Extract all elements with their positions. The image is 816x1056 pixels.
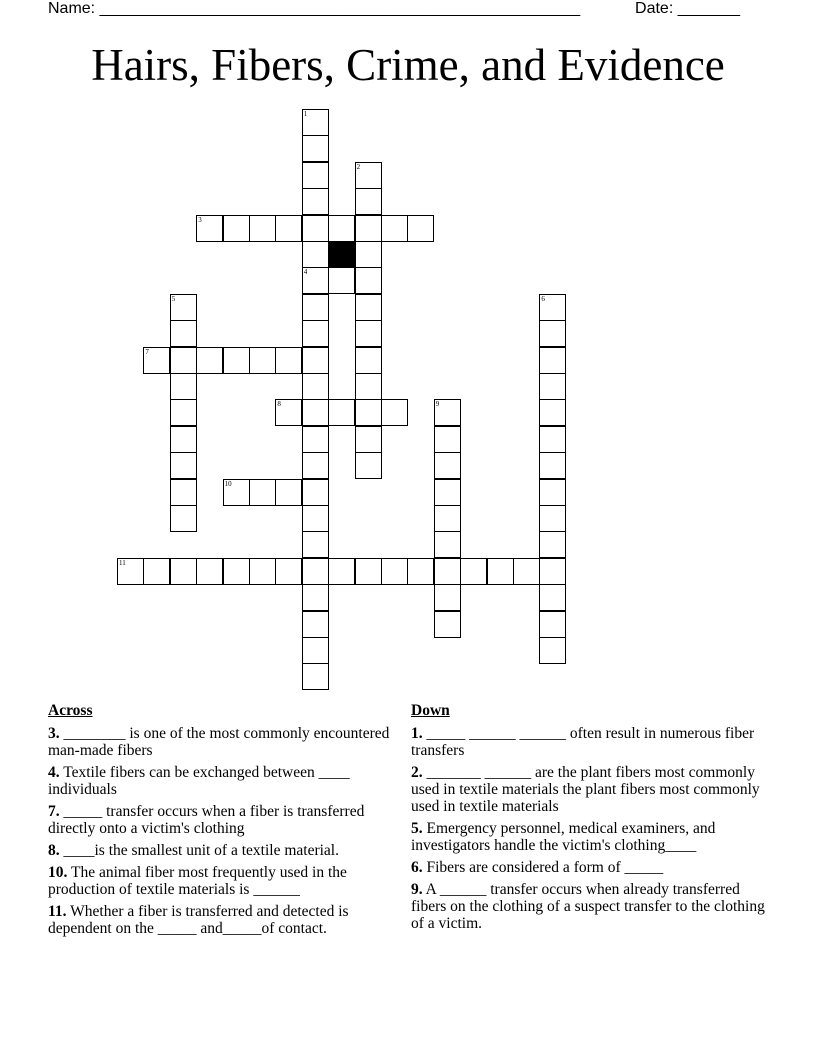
- grid-cell[interactable]: [143, 558, 170, 585]
- grid-cell[interactable]: [539, 479, 566, 506]
- grid-cell[interactable]: [249, 479, 276, 506]
- down-heading: Down: [411, 702, 450, 719]
- grid-cell[interactable]: [539, 426, 566, 453]
- grid-cell[interactable]: [434, 452, 461, 479]
- grid-cell[interactable]: [513, 558, 540, 585]
- down-clues: [411, 702, 771, 937]
- grid-cell[interactable]: [434, 399, 461, 426]
- clue-across-11: 11. Whether a fiber is transferred and detected is dependent on the _____ and_____of contact.: [48, 903, 349, 937]
- across-heading: Across: [48, 702, 93, 719]
- clue-down-1: 1. _____ ______ ______ often result in numerous fiber transfers: [411, 725, 755, 759]
- grid-cell[interactable]: [434, 611, 461, 638]
- clue-down-2: 2. _______ ______ are the plant fibers most commonly used in textile materials the plant fibers most commonly used in textile materials: [411, 764, 760, 815]
- grid-cell[interactable]: [302, 505, 329, 532]
- grid-cell[interactable]: [275, 558, 302, 585]
- grid-cell[interactable]: [407, 215, 434, 242]
- grid-cell[interactable]: [302, 294, 329, 321]
- grid-cell[interactable]: [355, 241, 382, 268]
- clue-across-8: 8. ____is the smallest unit of a textile material.: [48, 842, 339, 859]
- grid-cell[interactable]: [302, 611, 329, 638]
- grid-cell[interactable]: [196, 558, 223, 585]
- grid-cell[interactable]: [170, 347, 197, 374]
- clue-number: 8: [277, 400, 281, 409]
- grid-cell[interactable]: [249, 347, 276, 374]
- grid-cell[interactable]: [302, 188, 329, 215]
- grid-cell[interactable]: [355, 267, 382, 294]
- grid-cell[interactable]: [302, 347, 329, 374]
- grid-cell[interactable]: [170, 452, 197, 479]
- clue-number: 10: [224, 479, 232, 488]
- clue-across-4: 4. Textile fibers can be exchanged between ____ individuals: [48, 764, 350, 798]
- grid-cell[interactable]: [302, 162, 329, 189]
- grid-cell[interactable]: [487, 558, 514, 585]
- grid-cell[interactable]: [302, 584, 329, 611]
- name-field[interactable]: Name: ______________________________________________________: [48, 0, 581, 17]
- clue-number: 6: [541, 294, 545, 303]
- clue-across-7: 7. _____ transfer occurs when a fiber is transferred directly onto a victim's clothing: [48, 803, 365, 837]
- grid-cell[interactable]: [170, 558, 197, 585]
- grid-cell[interactable]: [328, 267, 355, 294]
- grid-cell[interactable]: [434, 479, 461, 506]
- date-field[interactable]: Date: _______: [635, 0, 740, 17]
- grid-cell[interactable]: [302, 531, 329, 558]
- grid-cell[interactable]: [539, 347, 566, 374]
- grid-cell[interactable]: [355, 347, 382, 374]
- grid-cell[interactable]: [302, 267, 329, 294]
- clue-number: 3: [198, 215, 202, 224]
- grid-cell[interactable]: [170, 426, 197, 453]
- grid-cell[interactable]: [328, 215, 355, 242]
- grid-cell[interactable]: [249, 215, 276, 242]
- grid-cell[interactable]: [539, 531, 566, 558]
- grid-cell[interactable]: [223, 479, 250, 506]
- clue-down-6: 6. Fibers are considered a form of _____: [411, 859, 664, 876]
- grid-cell[interactable]: [302, 215, 329, 242]
- grid-cell[interactable]: [539, 637, 566, 664]
- grid-cell[interactable]: [460, 558, 487, 585]
- grid-cell[interactable]: [381, 215, 408, 242]
- grid-cell[interactable]: [302, 452, 329, 479]
- grid-cell[interactable]: [355, 426, 382, 453]
- grid-cell[interactable]: [539, 558, 566, 585]
- clue-number: 4: [303, 268, 308, 277]
- grid-cell[interactable]: [328, 399, 355, 426]
- grid-cell[interactable]: [539, 399, 566, 426]
- grid-cell[interactable]: [328, 558, 355, 585]
- grid-cell[interactable]: [275, 399, 302, 426]
- grid-cell[interactable]: [355, 215, 382, 242]
- grid-cell[interactable]: [302, 399, 329, 426]
- grid-cell[interactable]: [539, 373, 566, 400]
- clue-down-9: 9. A ______ transfer occurs when already transferred fibers on the clothing of a suspect transfer to the clothing of a victim.: [411, 881, 765, 932]
- grid-cell[interactable]: [302, 320, 329, 347]
- grid-cell[interactable]: [249, 558, 276, 585]
- grid-cell[interactable]: [539, 452, 566, 479]
- grid-cell[interactable]: [355, 188, 382, 215]
- grid-cell[interactable]: [196, 215, 223, 242]
- clue-number: 2: [356, 162, 361, 171]
- grid-cell[interactable]: [381, 558, 408, 585]
- grid-cell[interactable]: [170, 399, 197, 426]
- grid-cell[interactable]: [434, 584, 461, 611]
- grid-cell[interactable]: [302, 479, 329, 506]
- clue-number: 11: [119, 558, 126, 567]
- page-title: Hairs, Fibers, Crime, and Evidence: [91, 40, 725, 90]
- clue-across-3: 3. ________ is one of the most commonly encountered man-made fibers: [48, 725, 390, 759]
- black-cell: [328, 241, 355, 268]
- grid-cell[interactable]: [196, 347, 223, 374]
- grid-cell[interactable]: [434, 426, 461, 453]
- grid-cell[interactable]: [434, 558, 461, 585]
- across-clues: [48, 702, 393, 942]
- clue-down-5: 5. Emergency personnel, medical examiners, and investigators handle the victim's clothing____: [411, 820, 716, 854]
- grid-cell[interactable]: [223, 215, 250, 242]
- clue-number: 1: [303, 110, 308, 118]
- clue-number: 5: [171, 294, 176, 303]
- grid-cell[interactable]: [170, 479, 197, 506]
- grid-cell[interactable]: [407, 558, 434, 585]
- grid-cell[interactable]: [302, 241, 329, 268]
- grid-cell[interactable]: [434, 531, 461, 558]
- grid-cell[interactable]: [275, 347, 302, 374]
- grid-cell[interactable]: [117, 558, 144, 585]
- grid-cell[interactable]: [355, 320, 382, 347]
- grid-cell[interactable]: [302, 426, 329, 453]
- grid-cell[interactable]: [539, 505, 566, 532]
- grid-cell[interactable]: [302, 135, 329, 162]
- grid-cell[interactable]: [223, 347, 250, 374]
- grid-cell[interactable]: [170, 373, 197, 400]
- clue-across-10: 10. The animal fiber most frequently used in the production of textile materials is ______: [48, 864, 347, 898]
- grid-cell[interactable]: [381, 399, 408, 426]
- grid-cell[interactable]: [355, 558, 382, 585]
- grid-cell[interactable]: [170, 294, 197, 321]
- grid-cell[interactable]: [275, 479, 302, 506]
- grid-cell[interactable]: [434, 505, 461, 532]
- grid-cell[interactable]: [539, 611, 566, 638]
- grid-cell[interactable]: [539, 294, 566, 321]
- grid-cell[interactable]: [355, 399, 382, 426]
- grid-cell[interactable]: [355, 373, 382, 400]
- grid-cell[interactable]: [170, 505, 197, 532]
- grid-cell[interactable]: [302, 663, 329, 690]
- grid-cell[interactable]: [539, 320, 566, 347]
- grid-cell[interactable]: [223, 558, 250, 585]
- grid-cell[interactable]: [355, 452, 382, 479]
- clue-number: 7: [145, 347, 149, 356]
- grid-cell[interactable]: [143, 347, 170, 374]
- clue-number: 9: [435, 400, 440, 409]
- grid-cell[interactable]: [302, 637, 329, 664]
- grid-cell[interactable]: [302, 558, 329, 585]
- grid-cell[interactable]: [355, 294, 382, 321]
- grid-cell[interactable]: [170, 320, 197, 347]
- grid-cell[interactable]: [275, 215, 302, 242]
- grid-cell[interactable]: [539, 584, 566, 611]
- grid-cell[interactable]: [355, 162, 382, 189]
- grid-cell[interactable]: [302, 109, 329, 136]
- grid-cell[interactable]: [302, 373, 329, 400]
